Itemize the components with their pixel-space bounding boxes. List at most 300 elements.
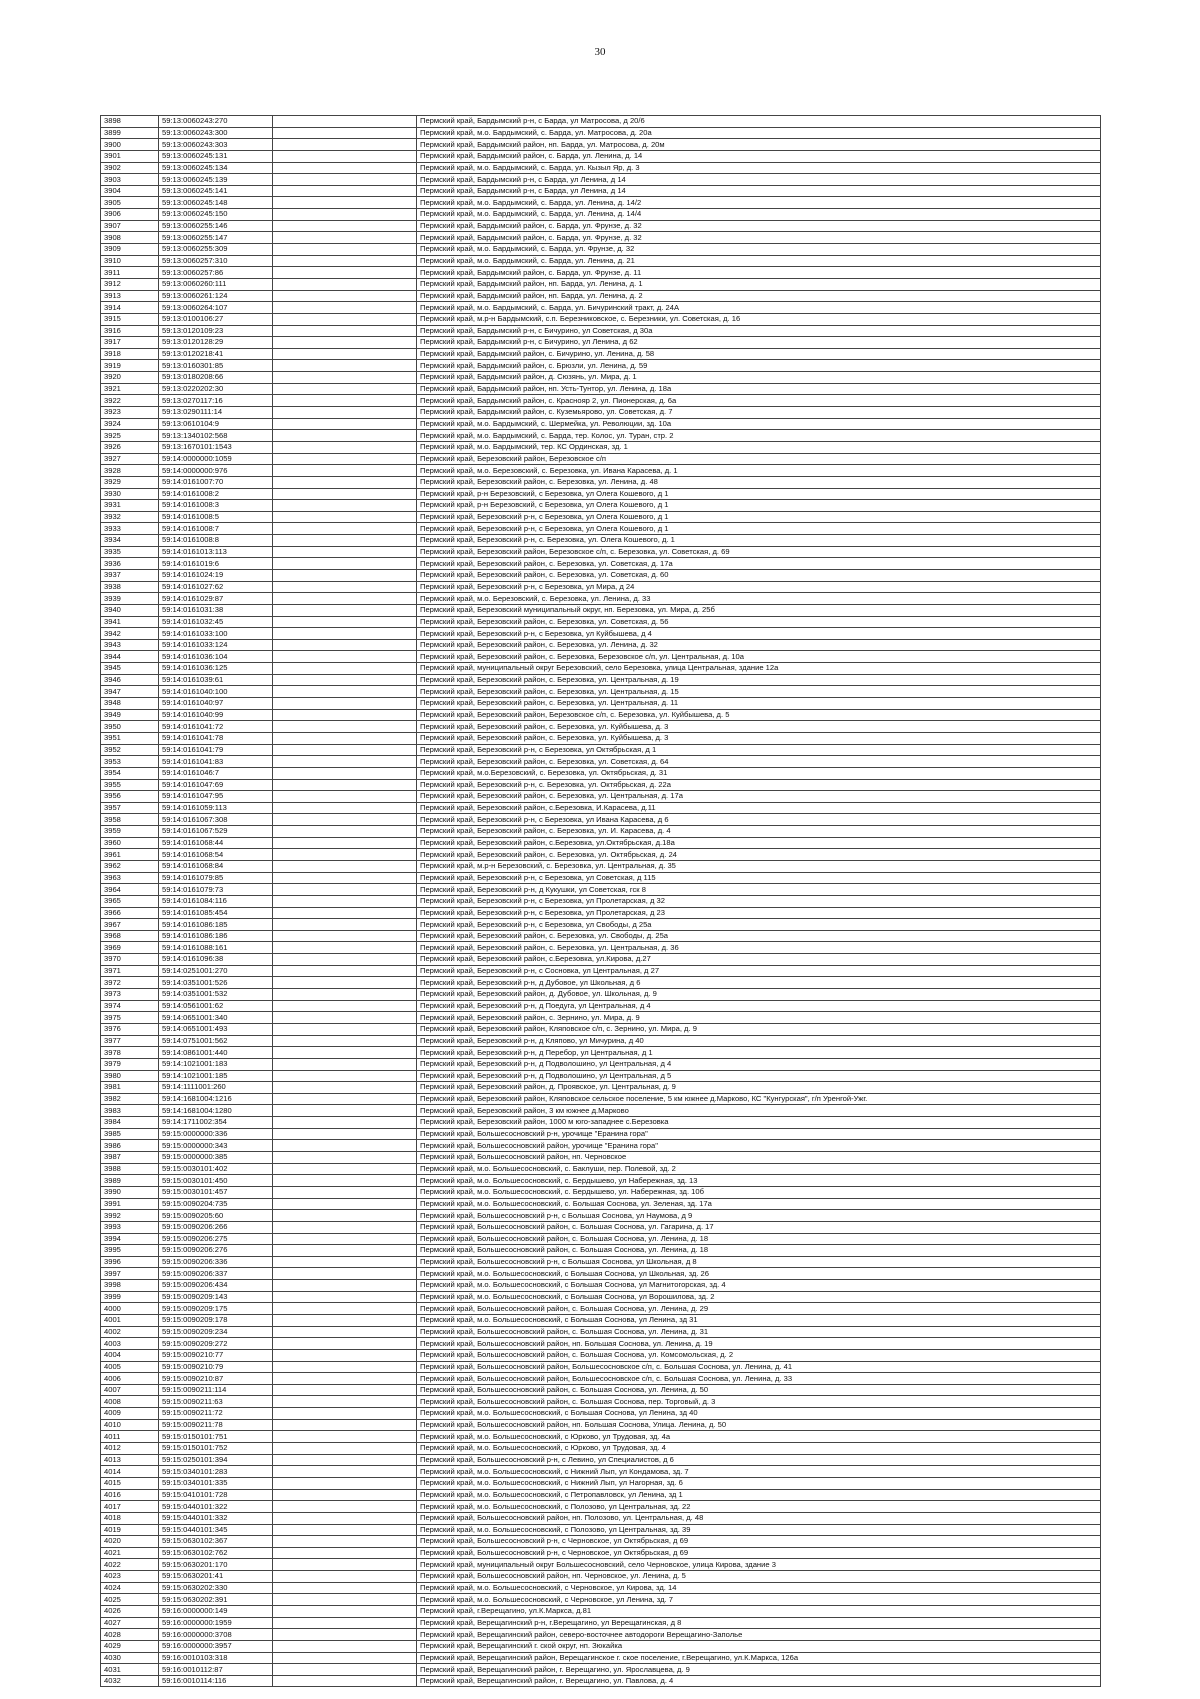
table-row [101,1361,1101,1373]
cadastral-number-cell: 59:14:1021001:185 [159,1070,273,1082]
table-row [101,930,1101,942]
cadastral-number-cell: 59:14:0651001:493 [159,1023,273,1035]
table-row [101,1175,1101,1187]
address-cell: Пермский край, Большесосновский район, нп. Черновское, ул. Ленина, д. 5 [417,1571,1101,1583]
row-number-cell: 3929 [101,476,159,488]
address-cell: Пермский край, Березовский р-н, д Кукушки, ул Советская, гск 8 [417,884,1101,896]
cadastral-number-cell: 59:15:0000000:385 [159,1152,273,1164]
row-number-cell: 4015 [101,1477,159,1489]
empty-cell [273,1245,417,1257]
cadastral-number-cell: 59:15:0630102:762 [159,1547,273,1559]
table-row [101,465,1101,477]
table-row [101,383,1101,395]
row-number-cell: 3963 [101,872,159,884]
row-number-cell: 4020 [101,1536,159,1548]
address-cell: Пермский край, Березовский район, с. Березовка, ул. Куйбышева, д. 3 [417,732,1101,744]
empty-cell [273,744,417,756]
cadastral-number-cell: 59:14:0161086:185 [159,919,273,931]
address-cell: Пермский край, Березовский район, с. Березовка, ул. Куйбышева, д. 3 [417,721,1101,733]
empty-cell [273,1408,417,1420]
table-row [101,1675,1101,1687]
row-number-cell: 3904 [101,185,159,197]
address-cell: Пермский край, м.о. Бардымский, с. Барда, тер. Колос, ул. Туран, стр. 2 [417,430,1101,442]
cadastral-number-cell: 59:13:0060245:131 [159,150,273,162]
cadastral-number-cell: 59:14:0161067:308 [159,814,273,826]
address-cell: Пермский край, Бардымский район, с. Барда, ул. Фрунзе, д. 32 [417,220,1101,232]
cadastral-number-cell: 59:14:0351001:526 [159,977,273,989]
empty-cell [273,1629,417,1641]
table-row [101,418,1101,430]
row-number-cell: 4012 [101,1443,159,1455]
row-number-cell: 3981 [101,1082,159,1094]
cadastral-number-cell: 59:14:0161068:44 [159,837,273,849]
table-row [101,1384,1101,1396]
empty-cell [273,849,417,861]
table-row [101,977,1101,989]
row-number-cell: 3948 [101,698,159,710]
table-row [101,616,1101,628]
table-row [101,884,1101,896]
row-number-cell: 3995 [101,1245,159,1257]
table-row [101,441,1101,453]
address-cell: Пермский край, Березовский район, 1000 м юго-западнее с.Березовка [417,1117,1101,1129]
cadastral-number-cell: 59:13:0120128:29 [159,337,273,349]
table-row [101,290,1101,302]
cadastral-number-cell: 59:14:0161008:2 [159,488,273,500]
empty-cell [273,1571,417,1583]
row-number-cell: 3993 [101,1221,159,1233]
empty-cell [273,1198,417,1210]
address-cell: Пермский край, м.о. Большесосновский, с Юрково, ул Трудовая, зд. 4а [417,1431,1101,1443]
row-number-cell: 3924 [101,418,159,430]
table-row [101,756,1101,768]
table-row [101,686,1101,698]
row-number-cell: 3899 [101,127,159,139]
address-cell: Пермский край, Большесосновский р-н, с Черновское, ул Октябрьская, д 69 [417,1536,1101,1548]
address-cell: Пермский край, м.о. Большесосновский, с Черновское, ул Кирова, зд. 14 [417,1582,1101,1594]
empty-cell [273,1175,417,1187]
address-cell: Пермский край, Большесосновский район, нп. Черновское [417,1152,1101,1164]
row-number-cell: 4017 [101,1501,159,1513]
row-number-cell: 4023 [101,1571,159,1583]
address-cell: Пермский край, Березовский р-н, с Березовка, ул Олега Кошевого, д 1 [417,511,1101,523]
cadastral-number-cell: 59:15:0090204:735 [159,1198,273,1210]
address-cell: Пермский край, Березовский район, 3 км южнее д.Марково [417,1105,1101,1117]
row-number-cell: 3931 [101,500,159,512]
address-cell: Пермский край, Березовский район, с. Березовка, ул. Центральная, д. 19 [417,674,1101,686]
empty-cell [273,1501,417,1513]
cadastral-number-cell: 59:15:0090209:234 [159,1326,273,1338]
address-cell: Пермский край, Березовский муниципальный округ, нп. Березовка, ул. Мира, д. 25б [417,604,1101,616]
row-number-cell: 4025 [101,1594,159,1606]
empty-cell [273,756,417,768]
cadastral-number-cell: 59:13:0060255:147 [159,232,273,244]
empty-cell [273,127,417,139]
address-cell: Пермский край, м.о. Бардымский, с. Барда, ул. Фрунзе, д. 32 [417,244,1101,256]
row-number-cell: 3949 [101,709,159,721]
row-number-cell: 3945 [101,663,159,675]
empty-cell [273,663,417,675]
empty-cell [273,767,417,779]
row-number-cell: 3982 [101,1093,159,1105]
empty-cell [273,1675,417,1687]
cadastral-number-cell: 59:14:0161047:95 [159,791,273,803]
cadastral-number-cell: 59:15:0250101:394 [159,1454,273,1466]
cadastral-number-cell: 59:15:0630201:41 [159,1571,273,1583]
empty-cell [273,954,417,966]
cadastral-number-cell: 59:13:0060245:134 [159,162,273,174]
cadastral-number-cell: 59:13:0060257:86 [159,267,273,279]
empty-cell [273,1512,417,1524]
row-number-cell: 3947 [101,686,159,698]
empty-cell [273,1186,417,1198]
address-cell: Пермский край, Березовский р-н, д Поедуга, ул Центральная, д 4 [417,1000,1101,1012]
row-number-cell: 3900 [101,139,159,151]
empty-cell [273,395,417,407]
row-number-cell: 3925 [101,430,159,442]
cadastral-number-cell: 59:13:0060264:107 [159,302,273,314]
empty-cell [273,325,417,337]
address-cell: Пермский край, м.о. Большесосновский, с Нижний Лып, ул Нагорная, зд. 6 [417,1477,1101,1489]
row-number-cell: 4005 [101,1361,159,1373]
empty-cell [273,290,417,302]
table-row [101,1489,1101,1501]
address-cell: Пермский край, Березовский район, с.Березовка, И.Карасева, д.11 [417,802,1101,814]
address-cell: Пермский край, Березовский р-н, д Подволошино, ул Центральная, д 4 [417,1058,1101,1070]
address-cell: Пермский край, Бардымский район, с. Бичурино, ул. Ленина, д. 58 [417,348,1101,360]
row-number-cell: 4000 [101,1303,159,1315]
cadastral-number-cell: 59:14:0161013:113 [159,546,273,558]
table-row [101,1443,1101,1455]
table-row [101,698,1101,710]
row-number-cell: 4022 [101,1559,159,1571]
cadastral-number-cell: 59:13:0060243:300 [159,127,273,139]
table-row [101,1512,1101,1524]
cadastral-number-cell: 59:15:0090206:434 [159,1280,273,1292]
cadastral-number-cell: 59:15:0090206:337 [159,1268,273,1280]
row-number-cell: 4006 [101,1373,159,1385]
row-number-cell: 3950 [101,721,159,733]
empty-cell [273,639,417,651]
row-number-cell: 3996 [101,1256,159,1268]
empty-cell [273,1012,417,1024]
address-cell: Пермский край, Бардымский район, нп. Барда, ул. Матросова, д. 20м [417,139,1101,151]
empty-cell [273,861,417,873]
table-row [101,500,1101,512]
address-cell: Пермский край, Большесосновский район, нп. Полозово, ул. Центральная, д. 48 [417,1512,1101,1524]
cadastral-number-cell: 59:15:0030101:402 [159,1163,273,1175]
cadastral-number-cell: 59:14:0161068:84 [159,861,273,873]
row-number-cell: 3943 [101,639,159,651]
cadastral-number-cell: 59:13:0220202:30 [159,383,273,395]
row-number-cell: 3937 [101,569,159,581]
row-number-cell: 3970 [101,954,159,966]
address-cell: Пермский край, Березовский район, с. Березовка, ул. Свободы, д. 25а [417,930,1101,942]
cadastral-number-cell: 59:15:0090210:87 [159,1373,273,1385]
address-cell: Пермский край, м.о. Большесосновский, с Полозово, ул Центральная, зд. 22 [417,1501,1101,1513]
empty-cell [273,802,417,814]
cadastral-number-cell: 59:13:0120218:41 [159,348,273,360]
empty-cell [273,1454,417,1466]
row-number-cell: 3902 [101,162,159,174]
table-row [101,1373,1101,1385]
cadastral-number-cell: 59:16:0010103:318 [159,1652,273,1664]
table-row [101,139,1101,151]
empty-cell [273,686,417,698]
address-cell: Пермский край, Березовский район, с. Березовка, ул. Советская, д. 64 [417,756,1101,768]
cadastral-number-cell: 59:14:0161019:6 [159,558,273,570]
empty-cell [273,244,417,256]
empty-cell [273,651,417,663]
table-row [101,651,1101,663]
address-cell: Пермский край, м.о. Большесосновский, с. Бердышево, ул Набережная, зд. 13 [417,1175,1101,1187]
address-cell: Пермский край, Большесосновский район, с. Большая Соснова, ул. Ленина, д. 29 [417,1303,1101,1315]
table-row [101,174,1101,186]
empty-cell [273,721,417,733]
cadastral-number-cell: 59:14:0561001:62 [159,1000,273,1012]
row-number-cell: 3906 [101,209,159,221]
cadastral-number-cell: 59:14:0161041:72 [159,721,273,733]
table-row [101,1082,1101,1094]
table-row [101,593,1101,605]
empty-cell [273,1477,417,1489]
table-row [101,116,1101,128]
cadastral-number-cell: 59:15:0630102:367 [159,1536,273,1548]
empty-cell [273,1047,417,1059]
address-cell: Пермский край, Березовский р-н, с Березовка, ул Олега Кошевого, д 1 [417,523,1101,535]
empty-cell [273,1082,417,1094]
empty-cell [273,372,417,384]
empty-cell [273,895,417,907]
empty-cell [273,616,417,628]
address-cell: Пермский край, Березовский район, Березовское с/п [417,453,1101,465]
row-number-cell: 3985 [101,1128,159,1140]
cadastral-number-cell: 59:15:0090211:78 [159,1419,273,1431]
address-cell: Пермский край, Большесосновский район, Большесосновское с/п, с. Большая Соснова, ул. Ленина, д. 41 [417,1361,1101,1373]
empty-cell [273,511,417,523]
cadastral-number-cell: 59:16:0000000:1959 [159,1617,273,1629]
address-cell: Пермский край, Бардымский район, с. Барда, ул. Ленина, д. 14 [417,150,1101,162]
empty-cell [273,628,417,640]
table-row [101,1245,1101,1257]
address-cell: Пермский край, м.о. Большесосновский, с. Большая Соснова, ул. Зеленая, зд. 17а [417,1198,1101,1210]
row-number-cell: 3914 [101,302,159,314]
empty-cell [273,1280,417,1292]
table-row [101,1640,1101,1652]
row-number-cell: 3905 [101,197,159,209]
empty-cell [273,232,417,244]
address-cell: Пермский край, Березовский район, с. Березовка, ул. Советская, д. 60 [417,569,1101,581]
page-number: 30 [594,46,606,58]
empty-cell [273,1489,417,1501]
address-cell: Пермский край, Березовский р-н, с Березовка, ул Ивана Карасева, д 6 [417,814,1101,826]
address-cell: Пермский край, Березовский район, Кляповское сельское поселение, 5 км южнее д.Марково, КС "Кунгурская", г/п Уренгой-Ужг. [417,1093,1101,1105]
address-cell: Пермский край, Большесосновский район, с. Большая Соснова, ул. Ленина, д. 31 [417,1326,1101,1338]
table-row [101,162,1101,174]
empty-cell [273,1093,417,1105]
empty-cell [273,674,417,686]
address-cell: Пермский край, м.о. Большесосновский, с Полозово, ул Центральная, зд. 39 [417,1524,1101,1536]
address-cell: Пермский край, Березовский район, с. Березовка, ул. Центральная, д. 11 [417,698,1101,710]
address-cell: Пермский край, Бардымский р-н, с Бичурино, ул Ленина, д 62 [417,337,1101,349]
empty-cell [273,919,417,931]
cadastral-number-cell: 59:15:0090206:276 [159,1245,273,1257]
address-cell: Пермский край, Березовский р-н, с. Березовка, ул. Олега Кошевого, д. 1 [417,535,1101,547]
row-number-cell: 3919 [101,360,159,372]
table-row [101,1210,1101,1222]
empty-cell [273,1384,417,1396]
row-number-cell: 3989 [101,1175,159,1187]
table-row [101,372,1101,384]
cadastral-number-cell: 59:15:0090211:72 [159,1408,273,1420]
table-row [101,1303,1101,1315]
empty-cell [273,1431,417,1443]
table-row [101,779,1101,791]
row-number-cell: 3936 [101,558,159,570]
cadastral-number-cell: 59:14:1021001:183 [159,1058,273,1070]
row-number-cell: 4001 [101,1314,159,1326]
table-row [101,1349,1101,1361]
empty-cell [273,1640,417,1652]
table-row [101,1524,1101,1536]
row-number-cell: 3915 [101,313,159,325]
address-cell: Пермский край, м.о. Большесосновский, с Черновское, ул Ленина, зд. 7 [417,1594,1101,1606]
row-number-cell: 3926 [101,441,159,453]
cadastral-number-cell: 59:13:0060245:148 [159,197,273,209]
table-row [101,302,1101,314]
cadastral-number-cell: 59:14:0161079:73 [159,884,273,896]
address-cell: Пермский край, Березовский район, с. Березовка, ул. Советская, д. 56 [417,616,1101,628]
cadastral-number-cell: 59:13:0060245:141 [159,185,273,197]
row-number-cell: 3984 [101,1117,159,1129]
cadastral-number-cell: 59:13:0610104:9 [159,418,273,430]
row-number-cell: 4007 [101,1384,159,1396]
address-cell: Пермский край, Большесосновский район, нп. Большая Соснова, ул. Ленина, д. 19 [417,1338,1101,1350]
empty-cell [273,441,417,453]
table-row [101,954,1101,966]
table-row [101,348,1101,360]
empty-cell [273,1163,417,1175]
address-cell: Пермский край, м.о. Бардымский, с. Барда, ул. Матросова, д. 20а [417,127,1101,139]
cadastral-number-cell: 59:13:0060245:139 [159,174,273,186]
empty-cell [273,1396,417,1408]
address-cell: Пермский край, м.р-н Бардымский, с.п. Березниковское, с. Березники, ул. Советская, д. 16 [417,313,1101,325]
empty-cell [273,1210,417,1222]
row-number-cell: 3916 [101,325,159,337]
empty-cell [273,1291,417,1303]
row-number-cell: 3960 [101,837,159,849]
row-number-cell: 3955 [101,779,159,791]
address-cell: Пермский край, Бардымский район, с. Барда, ул. Фрунзе, д. 11 [417,267,1101,279]
empty-cell [273,1233,417,1245]
address-cell: Пермский край, Бардымский р-н, с Бичурино, ул Советская, д 30а [417,325,1101,337]
row-number-cell: 3986 [101,1140,159,1152]
empty-cell [273,1652,417,1664]
cadastral-number-cell: 59:14:0000000:976 [159,465,273,477]
empty-cell [273,989,417,1001]
address-cell: Пермский край, Большесосновский район, нп. Большая Соснова, Улица. Ленина, д. 50 [417,1419,1101,1431]
row-number-cell: 4014 [101,1466,159,1478]
cadastral-number-cell: 59:13:0060260:111 [159,278,273,290]
empty-cell [273,1035,417,1047]
table-row [101,604,1101,616]
table-row [101,826,1101,838]
address-cell: Пермский край, Большесосновский р-н, урочище "Еранина гора" [417,1128,1101,1140]
table-row [101,209,1101,221]
row-number-cell: 4009 [101,1408,159,1420]
empty-cell [273,116,417,128]
cadastral-number-cell: 59:15:0410101:728 [159,1489,273,1501]
cadastral-number-cell: 59:16:0000000:149 [159,1606,273,1618]
address-cell: Пермский край, Березовский район, с. Березовка, ул. Октябрьская, д. 24 [417,849,1101,861]
cadastral-number-cell: 59:15:0630202:330 [159,1582,273,1594]
address-cell: Пермский край, м.о.Березовский, с. Березовка, ул. Октябрьская, д. 31 [417,767,1101,779]
address-cell: Пермский край, Березовский район, с. Березовка, ул. Центральная, д. 36 [417,942,1101,954]
address-cell: Пермский край, Березовский район, с. Березовка, ул. И. Карасева, д. 4 [417,826,1101,838]
cadastral-number-cell: 59:14:0161046:7 [159,767,273,779]
row-number-cell: 3934 [101,535,159,547]
row-number-cell: 3898 [101,116,159,128]
cadastral-number-cell: 59:13:0270117:16 [159,395,273,407]
row-number-cell: 4032 [101,1675,159,1687]
row-number-cell: 3918 [101,348,159,360]
table-row [101,628,1101,640]
row-number-cell: 3913 [101,290,159,302]
empty-cell [273,1117,417,1129]
cadastral-number-cell: 59:13:1340102:568 [159,430,273,442]
row-number-cell: 3907 [101,220,159,232]
cadastral-number-cell: 59:14:0161039:61 [159,674,273,686]
address-cell: Пермский край, Бардымский район, с. Брюзли, ул. Ленина, д. 59 [417,360,1101,372]
row-number-cell: 3922 [101,395,159,407]
address-cell: Пермский край, Березовский р-н, с Березовка, ул Пролетарская, д 23 [417,907,1101,919]
table-row [101,1326,1101,1338]
empty-cell [273,1547,417,1559]
cadastral-number-cell: 59:14:0161041:83 [159,756,273,768]
row-number-cell: 3998 [101,1280,159,1292]
table-row [101,639,1101,651]
cadastral-number-cell: 59:14:0161084:116 [159,895,273,907]
cadastral-number-cell: 59:14:0161008:7 [159,523,273,535]
row-number-cell: 3974 [101,1000,159,1012]
row-number-cell: 3958 [101,814,159,826]
empty-cell [273,1338,417,1350]
empty-cell [273,977,417,989]
empty-cell [273,698,417,710]
address-cell: Пермский край, Бардымский район, с. Краснояр 2, ул. Пионерская, д. 6а [417,395,1101,407]
empty-cell [273,884,417,896]
row-number-cell: 3991 [101,1198,159,1210]
cadastral-number-cell: 59:14:0161031:38 [159,604,273,616]
cadastral-number-cell: 59:14:0161032:45 [159,616,273,628]
empty-cell [273,523,417,535]
address-cell: Пермский край, Бардымский район, нп. Барда, ул. Ленина, д. 1 [417,278,1101,290]
cadastral-number-cell: 59:14:0161008:3 [159,500,273,512]
empty-cell [273,1023,417,1035]
row-number-cell: 3921 [101,383,159,395]
cadastral-number-cell: 59:15:0030101:457 [159,1186,273,1198]
address-cell: Пермский край, м.о. Бардымский, с. Барда, ул. Ленина, д. 14/4 [417,209,1101,221]
empty-cell [273,791,417,803]
table-row [101,558,1101,570]
address-cell: Пермский край, Большесосновский район, с. Большая Соснова, пер. Торговый, д. 3 [417,1396,1101,1408]
empty-cell [273,709,417,721]
table-row [101,1606,1101,1618]
row-number-cell: 3944 [101,651,159,663]
empty-cell [273,1606,417,1618]
table-row [101,1454,1101,1466]
row-number-cell: 3994 [101,1233,159,1245]
